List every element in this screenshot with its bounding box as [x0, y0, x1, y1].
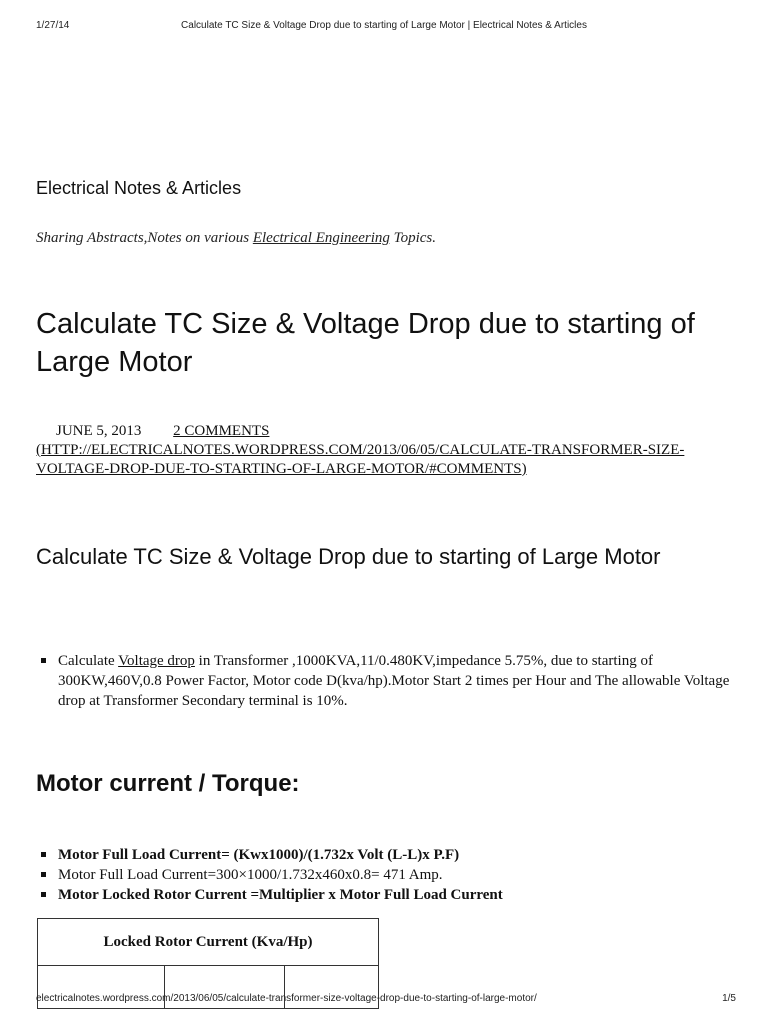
tagline-text-post: Topics. [389, 230, 437, 246]
list-item: Motor Locked Rotor Current =Multiplier x Motor Full Load Current [36, 885, 736, 905]
site-title[interactable]: Electrical Notes & Articles [36, 178, 242, 198]
site-tagline [36, 230, 436, 247]
table-header: Locked Rotor Current (Kva/Hp) [38, 919, 379, 966]
problem-list [36, 651, 736, 711]
bullet-text-pre: Calculate [58, 653, 119, 669]
print-date: 1/27/14 [36, 20, 70, 31]
comments-link[interactable]: 2 COMMENTS [173, 423, 270, 439]
list-item [36, 651, 736, 711]
voltage-drop-link[interactable]: Voltage drop [118, 653, 195, 669]
section-heading: Calculate TC Size & Voltage Drop due to starting of Large Motor [36, 544, 661, 569]
comments-permalink[interactable]: (HTTP://ELECTRICALNOTES.WORDPRESS.COM/2013/06/05/CALCULATE-TRANSFORMER-SIZE-VOLTAGE-DROP-DUE-TO-STARTING-OF-LARGE-MOTOR/#COMMENTS) [36, 442, 685, 477]
list-item: Motor Full Load Current=300×1000/1.732x460x0.8= 471 Amp. [36, 865, 736, 885]
list-item: Motor Full Load Current= (Kwx1000)/(1.732x Volt (L-L)x P.F) [36, 845, 736, 865]
motor-current-list [36, 845, 736, 905]
print-header [0, 20, 768, 34]
bullet-text-post: in Transformer ,1000KVA,11/0.480KV,impedance 5.75%, due to starting of 300KW,460V,0.8 Power Factor, Motor code D(kva/hp).Motor Start 2 times per Hour and The allowable Voltage drop at Transformer Secondary terminal is 10%. [58, 653, 730, 709]
post-title: Calculate TC Size & Voltage Drop due to starting of Large Motor [36, 308, 695, 378]
electrical-engineering-link[interactable]: Electrical Engineering [252, 230, 390, 246]
print-footer [0, 993, 768, 1007]
motor-current-heading: Motor current / Torque: [36, 770, 300, 797]
tagline-text-pre: Sharing Abstracts,Notes on various [36, 230, 253, 246]
post-date: JUNE 5, 2013 [56, 423, 142, 439]
print-document-title: Calculate TC Size & Voltage Drop due to starting of Large Motor | Electrical Notes & Articles [181, 20, 587, 31]
table-header-row [38, 919, 379, 966]
page-number: 1/5 [722, 993, 736, 1004]
post-meta [36, 422, 756, 479]
print-url: electricalnotes.wordpress.com/2013/06/05/calculate-transformer-size-voltage-drop-due-to-starting-of-large-motor/ [36, 993, 537, 1004]
